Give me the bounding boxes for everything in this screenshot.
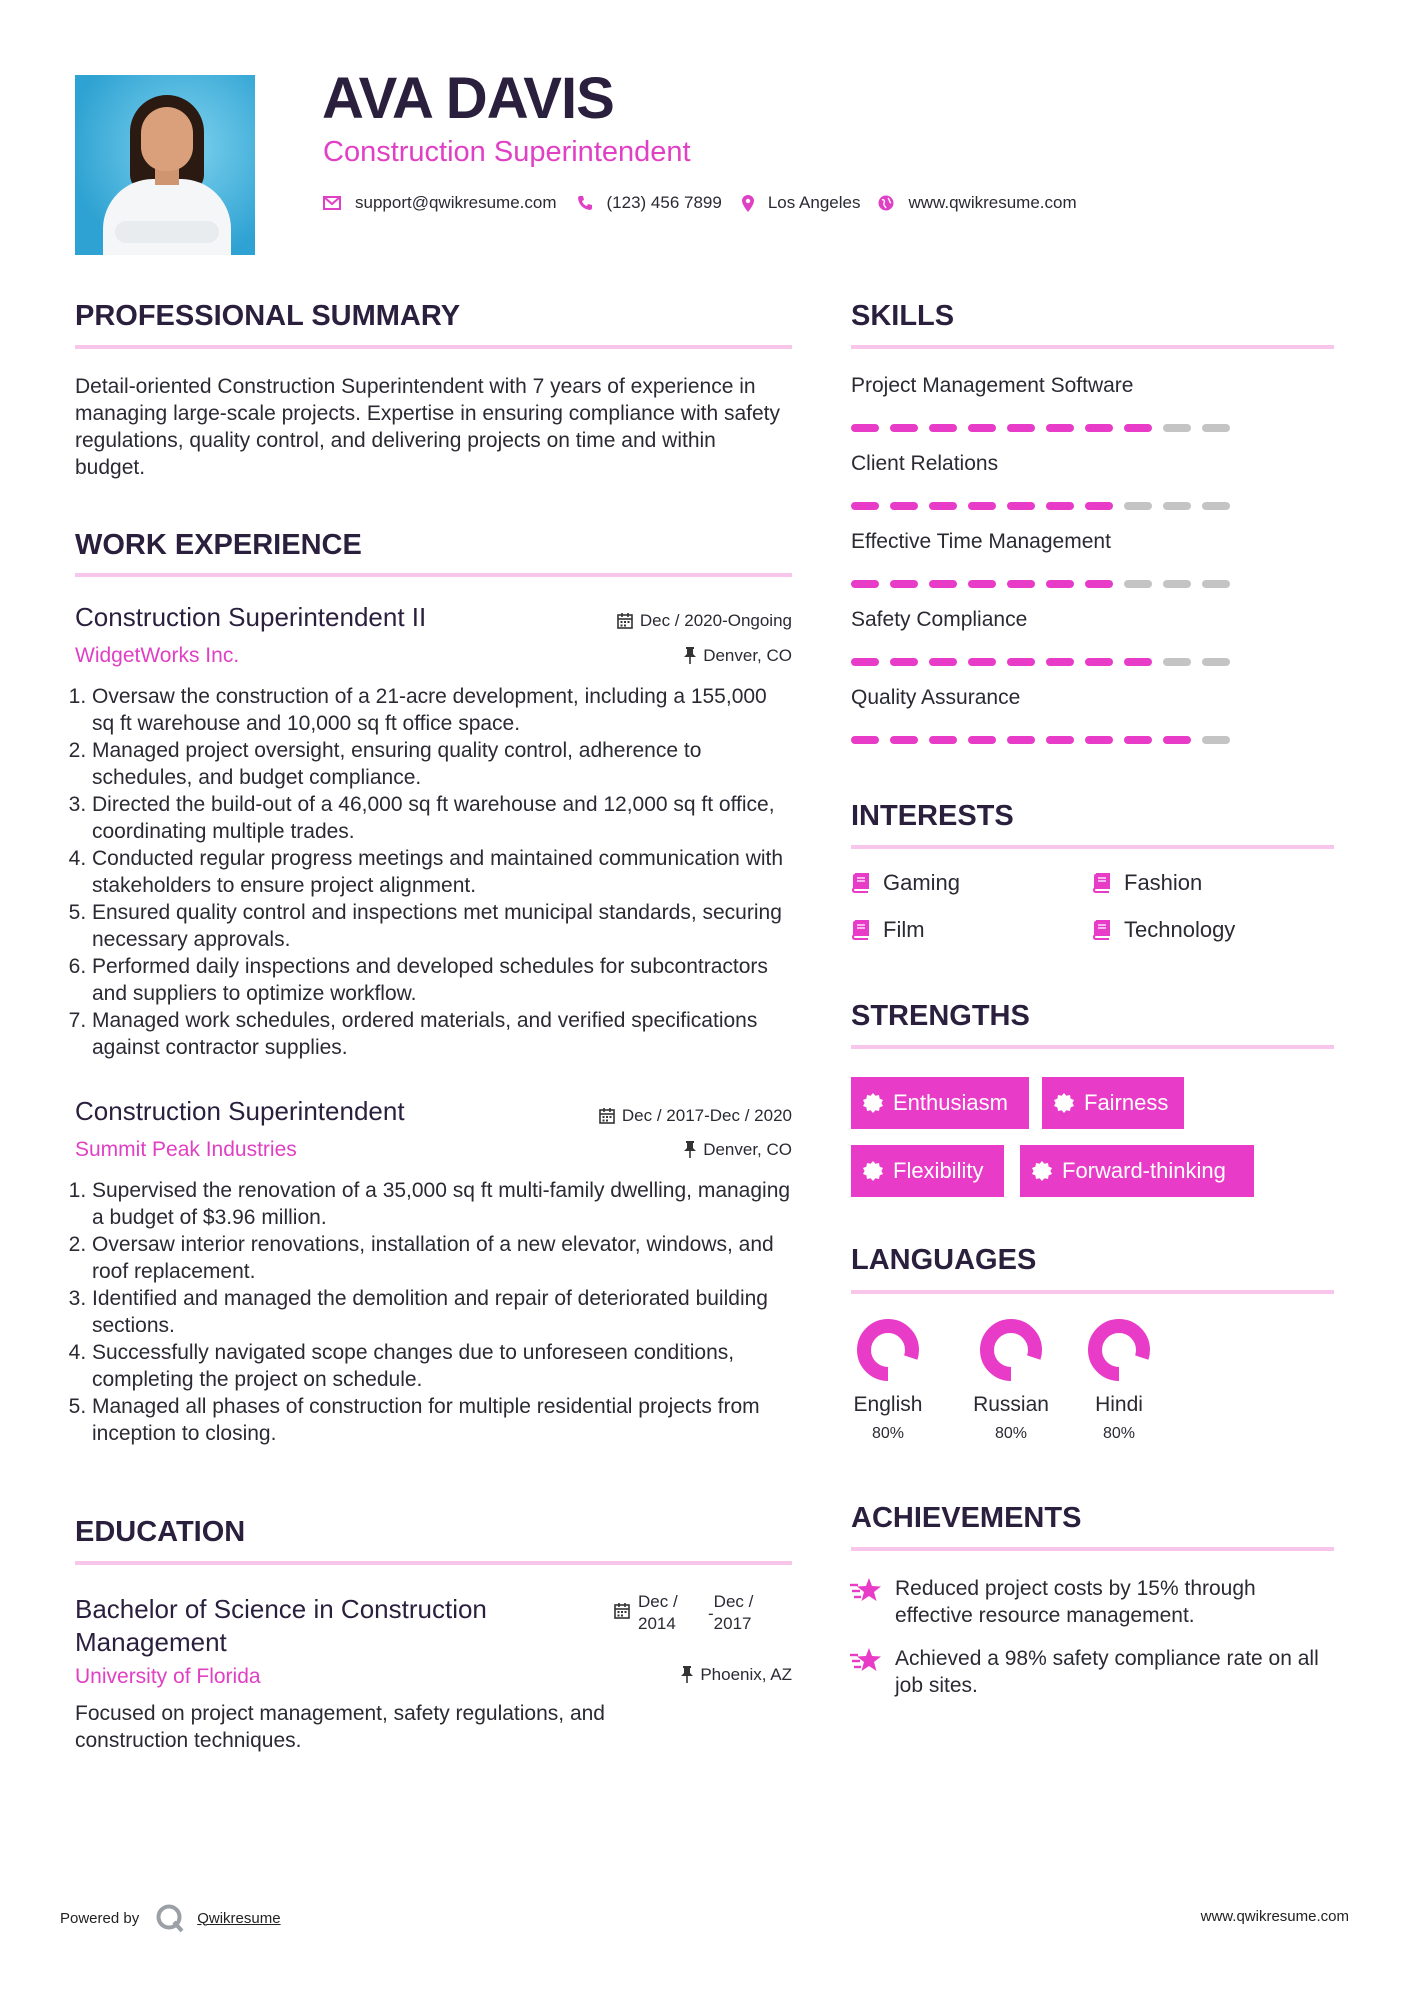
strengths-heading: STRENGTHS <box>851 1000 1030 1032</box>
interest-label: Fashion <box>1124 870 1203 895</box>
list-item: 1. Supervised the renovation of a 35,000 sq ft multi-family dwelling, managing a budget of $3.96 million. <box>92 1177 793 1231</box>
achievement-item <box>849 1645 1339 1699</box>
book-icon <box>851 920 869 940</box>
education-date-end: Dec / 2017 <box>713 1592 754 1633</box>
badge-icon <box>863 1093 883 1113</box>
interest-label: Film <box>883 917 925 942</box>
skill-level-dash <box>1085 502 1113 510</box>
job-bullets <box>73 1177 793 1447</box>
pushpin-icon <box>684 647 696 664</box>
skill-level-dash <box>1124 658 1152 666</box>
job-dates <box>560 612 792 629</box>
list-item: 2. Managed project oversight, ensuring quality control, adherence to schedules, and budget compliance. <box>92 737 793 791</box>
list-item: 5. Managed all phases of construction for multiple residential projects from inception to closing. <box>92 1393 793 1447</box>
strength-label: Flexibility <box>893 1158 984 1183</box>
interest-label: Gaming <box>883 870 961 895</box>
calendar-icon <box>599 1108 615 1124</box>
summary-heading: PROFESSIONAL SUMMARY <box>75 300 461 332</box>
skill-label: Effective Time Management <box>851 530 1111 553</box>
strength-tag <box>1020 1145 1254 1197</box>
contact-email[interactable]: support@qwikresume.com <box>355 193 557 212</box>
language-ring <box>856 1318 920 1382</box>
strength-tag <box>851 1145 1004 1197</box>
pushpin-icon <box>681 1666 693 1683</box>
skill-level-dash <box>968 502 996 510</box>
job-location <box>560 647 792 664</box>
language-item <box>961 1318 1061 1443</box>
language-percent: 80% <box>1102 1425 1136 1442</box>
skill-level-dash <box>1163 580 1191 588</box>
achievement-text: Achieved a 98% safety compliance rate on all job sites. <box>895 1647 1319 1697</box>
skill-level-dash <box>1202 736 1230 744</box>
footer-brand-link[interactable]: Qwikresume <box>197 1909 281 1927</box>
language-ring <box>1087 1318 1151 1382</box>
job-title: Construction Superintendent II <box>75 602 427 632</box>
globe-icon <box>878 195 894 211</box>
language-percent: 80% <box>871 1425 905 1442</box>
skill-level-dash <box>1163 736 1191 744</box>
experience-divider <box>75 573 792 577</box>
skill-level-dash <box>1202 658 1230 666</box>
powered-by-label: Powered by <box>60 1909 140 1927</box>
contact-bar <box>323 193 1097 213</box>
summary-text: Detail-oriented Construction Superintendent with 7 years of experience in managing large-scale projects. Expertise in ensuring compliance with safety regulations, quality control, and delivering projects on time and within budget. <box>75 375 781 479</box>
skills-divider <box>851 345 1334 349</box>
skill-level-dash <box>1124 736 1152 744</box>
badge-icon <box>1054 1093 1074 1113</box>
footer-powered <box>60 1903 281 1933</box>
language-ring <box>979 1318 1043 1382</box>
star-icon <box>849 1647 883 1673</box>
bullet-list <box>73 683 793 1061</box>
list-item: 4. Conducted regular progress meetings and maintained communication with stakeholders to ensure project alignment. <box>92 845 793 899</box>
skill-level-dash <box>1163 502 1191 510</box>
interest-label: Technology <box>1124 917 1236 942</box>
education-heading: EDUCATION <box>75 1516 246 1548</box>
contact-location: Los Angeles <box>767 193 861 212</box>
calendar-icon <box>614 1603 630 1619</box>
skill-level-dash <box>890 580 918 588</box>
skill-level-dash <box>851 502 879 510</box>
skill-level-bar <box>851 424 1241 432</box>
job-title: Construction Superintendent <box>75 1096 405 1126</box>
skill-level-dash <box>1202 502 1230 510</box>
skill-level-dash <box>1202 580 1230 588</box>
strength-label: Enthusiasm <box>893 1090 1008 1115</box>
skill-level-dash <box>1163 424 1191 432</box>
skill-level-dash <box>851 736 879 744</box>
education-divider <box>75 1561 792 1565</box>
contact-phone[interactable]: (123) 456 7899 <box>606 193 722 212</box>
achievements-heading: ACHIEVEMENTS <box>851 1502 1082 1534</box>
list-item: 6. Performed daily inspections and developed schedules for subcontractors and suppliers to optimize workflow. <box>92 953 793 1007</box>
job-company: WidgetWorks Inc. <box>75 644 240 667</box>
strength-tag <box>851 1077 1029 1129</box>
skill-level-dash <box>968 424 996 432</box>
school-name: University of Florida <box>75 1665 261 1688</box>
list-item: 4. Successfully navigated scope changes due to unforeseen conditions, completing the project on schedule. <box>92 1339 793 1393</box>
skill-level-bar <box>851 502 1241 510</box>
contact-website[interactable]: www.qwikresume.com <box>908 193 1077 212</box>
language-item <box>1069 1318 1169 1443</box>
skill-level-dash <box>1085 736 1113 744</box>
skill-level-dash <box>890 736 918 744</box>
skill-level-dash <box>1007 736 1035 744</box>
education-dates <box>614 1591 774 1635</box>
skill-level-dash <box>1007 424 1035 432</box>
book-icon <box>1092 873 1110 893</box>
strengths-divider <box>851 1045 1334 1049</box>
degree-title: Bachelor of Science in Construction Management <box>75 1594 487 1657</box>
language-name: Hindi <box>1095 1393 1143 1416</box>
skill-level-dash <box>1085 658 1113 666</box>
skill-label: Quality Assurance <box>851 686 1021 709</box>
skill-level-dash <box>851 658 879 666</box>
skill-level-bar <box>851 658 1241 666</box>
education-description: Focused on project management, safety regulations, and construction techniques. <box>75 1702 605 1752</box>
skill-label: Project Management Software <box>851 374 1134 397</box>
list-item: 3. Directed the build-out of a 46,000 sq ft warehouse and 12,000 sq ft office, coordinating multiple trades. <box>92 791 793 845</box>
bullet-list <box>73 1177 793 1447</box>
strength-tag <box>1042 1077 1184 1129</box>
skill-level-dash <box>1202 424 1230 432</box>
interests-heading: INTERESTS <box>851 800 1014 832</box>
skills-heading: SKILLS <box>851 300 955 332</box>
book-icon <box>1092 920 1110 940</box>
languages-heading: LANGUAGES <box>851 1244 1037 1276</box>
skill-level-dash <box>890 658 918 666</box>
phone-icon <box>577 195 593 211</box>
profile-photo <box>75 75 255 255</box>
skill-level-dash <box>929 424 957 432</box>
skill-level-dash <box>929 580 957 588</box>
language-level-arc <box>1095 1326 1143 1374</box>
book-icon <box>851 873 869 893</box>
experience-heading: WORK EXPERIENCE <box>75 529 362 561</box>
skill-label: Client Relations <box>851 452 999 475</box>
skill-level-dash <box>1007 502 1035 510</box>
skill-level-dash <box>1124 502 1152 510</box>
map-pin-icon <box>742 195 754 212</box>
interest-item <box>851 870 960 896</box>
skill-level-dash <box>851 580 879 588</box>
skill-level-dash <box>851 424 879 432</box>
strength-label: Forward-thinking <box>1062 1158 1226 1183</box>
skill-level-dash <box>929 502 957 510</box>
skill-level-bar <box>851 736 1241 744</box>
interest-item <box>1092 917 1235 943</box>
language-level-arc <box>864 1326 912 1374</box>
skill-level-dash <box>1046 502 1074 510</box>
skill-level-dash <box>929 658 957 666</box>
list-item: 3. Identified and managed the demolition and repair of deteriorated building sections. <box>92 1285 793 1339</box>
achievement-text: Reduced project costs by 15% through effective resource management. <box>895 1577 1256 1627</box>
skill-level-dash <box>890 502 918 510</box>
skill-level-dash <box>890 424 918 432</box>
skill-level-dash <box>1007 658 1035 666</box>
skill-level-dash <box>1046 580 1074 588</box>
languages-divider <box>851 1290 1334 1294</box>
envelope-icon <box>323 196 341 210</box>
qwikresume-logo-icon <box>155 1903 185 1933</box>
interest-item <box>1092 870 1202 896</box>
skill-level-bar <box>851 580 1241 588</box>
language-level-arc <box>987 1326 1035 1374</box>
job-location-text: Denver, CO <box>703 646 792 665</box>
skill-level-dash <box>968 580 996 588</box>
job-bullets <box>73 683 793 1061</box>
skill-level-dash <box>1007 580 1035 588</box>
language-item <box>838 1318 938 1443</box>
education-date-sep: - <box>708 1604 714 1623</box>
job-dates-text: Dec / 2017-Dec / 2020 <box>621 1106 792 1125</box>
job-location <box>560 1141 792 1158</box>
badge-icon <box>1032 1161 1052 1181</box>
skill-level-dash <box>1124 424 1152 432</box>
language-name: English <box>853 1393 923 1416</box>
skill-level-dash <box>1046 736 1074 744</box>
job-dates <box>540 1107 792 1124</box>
footer-url[interactable]: www.qwikresume.com <box>1200 1908 1349 1925</box>
job-location-text: Denver, CO <box>703 1140 792 1159</box>
interest-item <box>851 917 925 943</box>
skill-level-dash <box>968 658 996 666</box>
skill-level-dash <box>1046 424 1074 432</box>
list-item: 1. Oversaw the construction of a 21-acre development, including a 155,000 sq ft warehouse and 10,000 sq ft office space. <box>92 683 793 737</box>
list-item: 5. Ensured quality control and inspections met municipal standards, securing necessary approvals. <box>92 899 793 953</box>
strength-label: Fairness <box>1084 1090 1169 1115</box>
skill-level-dash <box>1085 424 1113 432</box>
badge-icon <box>863 1161 883 1181</box>
skill-level-dash <box>968 736 996 744</box>
candidate-name: AVA DAVIS <box>322 66 614 131</box>
candidate-title: Construction Superintendent <box>323 136 691 168</box>
skill-label: Safety Compliance <box>851 608 1028 631</box>
pushpin-icon <box>684 1141 696 1158</box>
skill-level-dash <box>1085 580 1113 588</box>
language-percent: 80% <box>994 1425 1028 1442</box>
summary-divider <box>75 345 792 349</box>
achievements-divider <box>851 1547 1334 1551</box>
calendar-icon <box>617 613 633 629</box>
language-name: Russian <box>973 1393 1049 1416</box>
education-location-text: Phoenix, AZ <box>700 1665 792 1684</box>
star-icon <box>849 1577 883 1603</box>
job-dates-text: Dec / 2020-Ongoing <box>639 611 792 630</box>
skill-level-dash <box>929 736 957 744</box>
list-item: 2. Oversaw interior renovations, installation of a new elevator, windows, and roof replacement. <box>92 1231 793 1285</box>
skill-level-dash <box>1163 658 1191 666</box>
education-location <box>560 1666 792 1683</box>
achievement-item <box>849 1575 1339 1629</box>
interests-divider <box>851 845 1334 849</box>
list-item: 7. Managed work schedules, ordered materials, and verified specifications against contractor supplies. <box>92 1007 793 1061</box>
skill-level-dash <box>1046 658 1074 666</box>
job-company: Summit Peak Industries <box>75 1138 297 1161</box>
skill-level-dash <box>1124 580 1152 588</box>
education-date-start: Dec / 2014 <box>638 1592 678 1633</box>
